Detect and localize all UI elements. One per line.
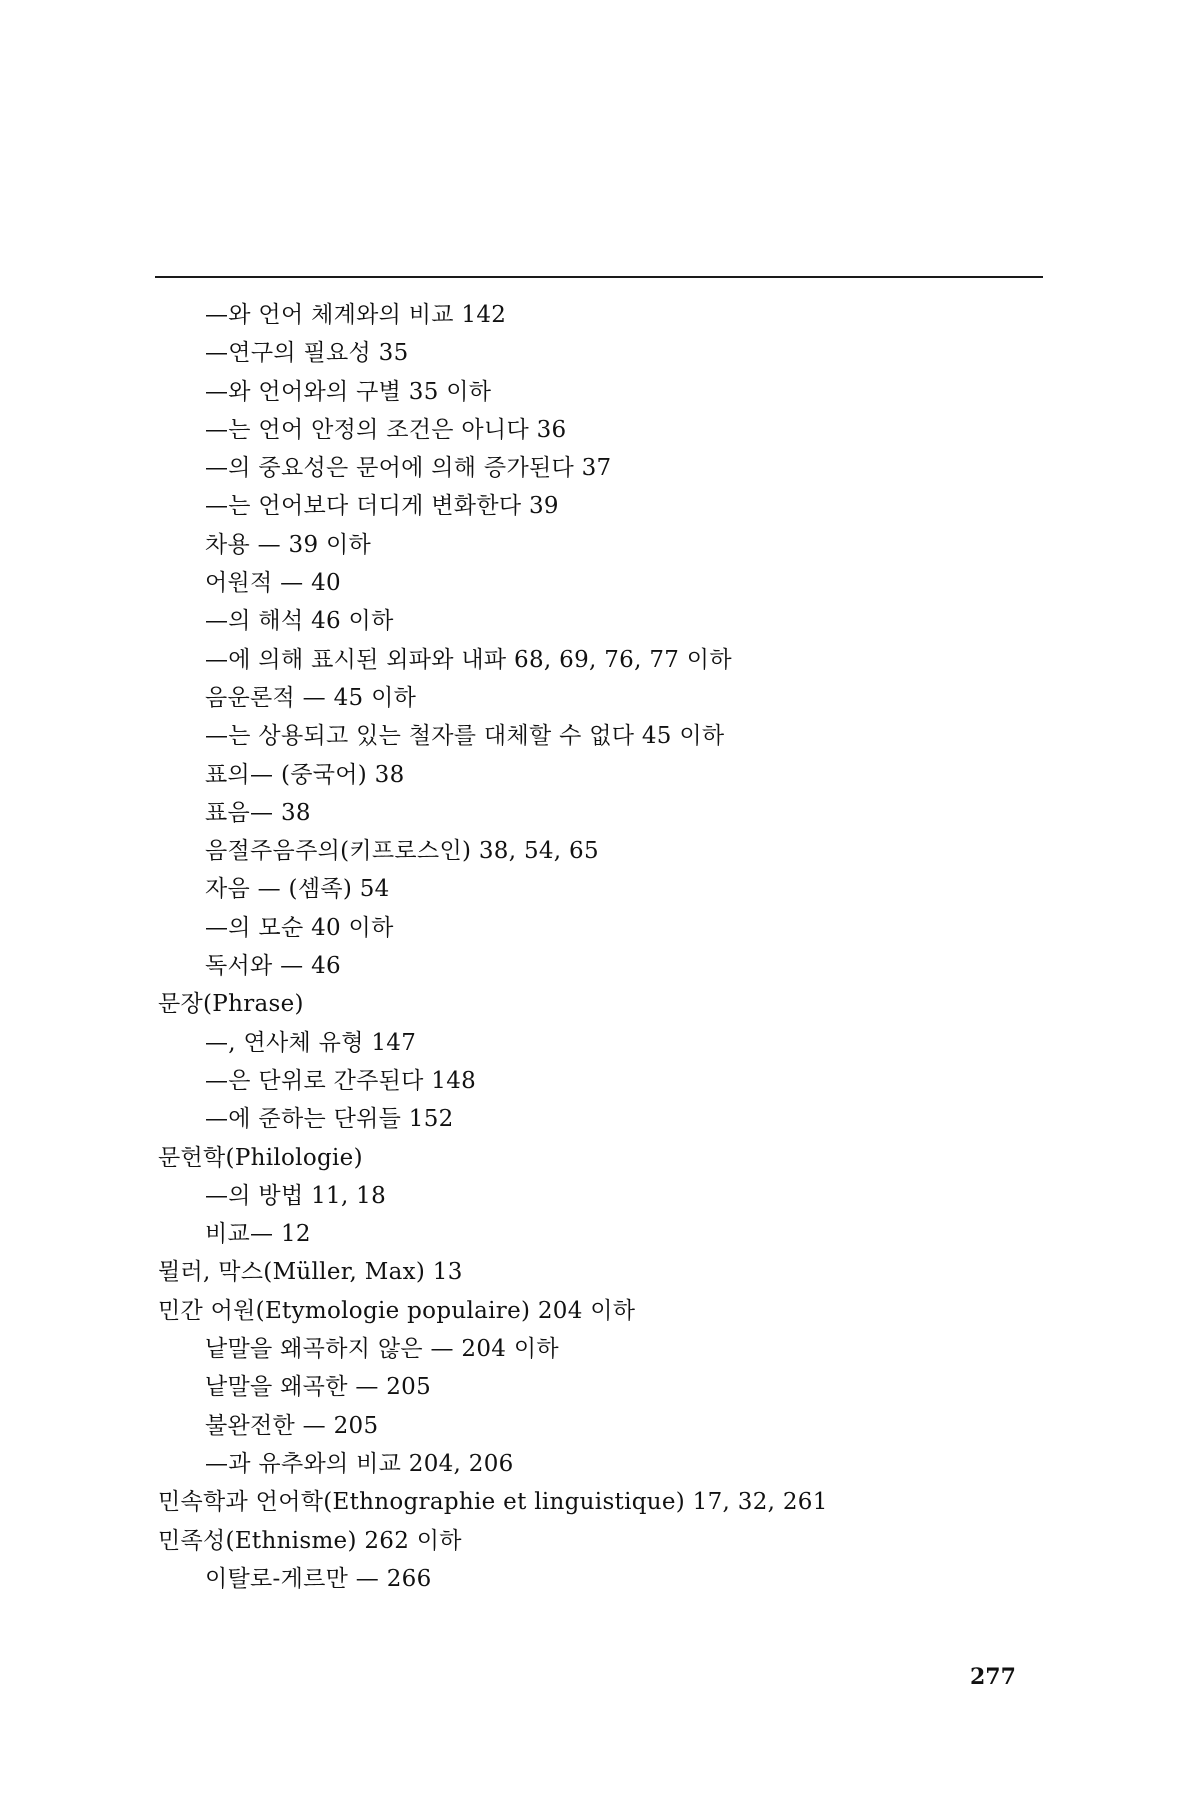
index-entry: 자음 — (셈족) 54: [205, 876, 390, 903]
index-entry: 이탈로-게르만 — 266: [205, 1565, 432, 1592]
index-entry: —는 상용되고 있는 철자를 대체할 수 없다 45 이하: [205, 723, 725, 750]
index-entry: 표음— 38: [205, 799, 311, 826]
index-entry: 비교— 12: [205, 1221, 311, 1248]
index-heading: 문헌학(Philologie): [158, 1144, 363, 1171]
index-entry: —연구의 필요성 35: [205, 340, 409, 367]
index-entry: 불완전한 — 205: [205, 1412, 379, 1439]
page-number: 277: [970, 1664, 1016, 1690]
index-entry: —와 언어와의 구별 35 이하: [205, 378, 492, 405]
index-entry: —와 언어 체계와의 비교 142: [205, 302, 507, 328]
index-heading: 민족성(Ethnisme) 262 이하: [158, 1527, 462, 1554]
index-entry: —는 언어 안정의 조건은 아니다 36: [205, 416, 567, 443]
index-entry: 차용 — 39 이하: [205, 531, 372, 558]
index-entry: —은 단위로 간주된다 148: [205, 1067, 477, 1094]
index-entry: 독서와 — 46: [205, 953, 341, 980]
index-entry: 낱말을 왜곡한 — 205: [205, 1374, 432, 1401]
index-heading: 문장(Phrase): [158, 991, 304, 1018]
index-heading: 민속학과 언어학(Ethnographie et linguistique) 17, 32, 261: [158, 1489, 828, 1516]
index-entry: 음절주음주의(키프로스인) 38, 54, 65: [205, 838, 599, 865]
index-heading: 민간 어원(Etymologie populaire) 204 이하: [158, 1297, 636, 1324]
index-entry: —에 준하는 단위들 152: [205, 1106, 454, 1133]
index-entry: —에 의해 표시된 외파와 내파 68, 69, 76, 77 이하: [205, 646, 732, 673]
index-heading: 뮐러, 막스(Müller, Max) 13: [158, 1259, 463, 1286]
index-entry: —과 유추와의 비교 204, 206: [205, 1450, 514, 1477]
index-entry: 어원적 — 40: [205, 570, 341, 597]
index-entry: —의 방법 11, 18: [205, 1182, 387, 1209]
index-entry: 표의— (중국어) 38: [205, 761, 405, 788]
index-entry: 음운론적 — 45 이하: [205, 684, 417, 711]
index-entry: —의 모순 40 이하: [205, 914, 394, 941]
header-rule: [155, 276, 1043, 278]
index-entries: [0, 296, 1200, 1598]
index-entry: —, 연사체 유형 147: [205, 1029, 417, 1056]
index-entry: —의 중요성은 문어에 의해 증가된다 37: [205, 455, 612, 482]
index-entry: 낱말을 왜곡하지 않은 — 204 이하: [205, 1336, 559, 1363]
index-entry: —의 해석 46 이하: [205, 608, 394, 635]
index-entry: —는 언어보다 더디게 변화한다 39: [205, 493, 559, 520]
